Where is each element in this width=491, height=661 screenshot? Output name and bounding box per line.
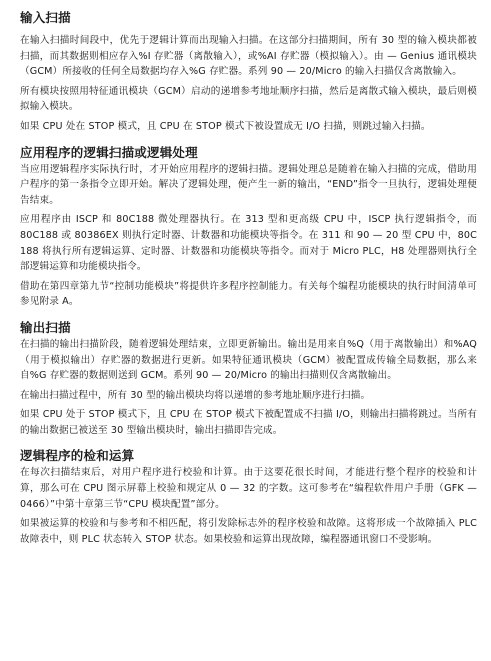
paragraph: 在每次扫描结束后，对用户程序进行校验和计算。由于这要花很长时间，才能进行整个程序的校验和计算，那么可在 CPU 图示屏幕上校验和规定从 0 — 32 的字数。这可参考在“编程软件用户手册（GFK — 0466）”中第十章第三节“CPU 模块配置”部分。 [20, 467, 477, 510]
section-title: 应用程序的逻辑扫描或逻辑处理 [20, 144, 198, 160]
paragraph: 如果 CPU 处于 STOP 模式下，且 CPU 在 STOP 模式下被配置成不扫描 I/O，则输出扫描将跳过。当所有的输出数据已被送至 30 型输出模块时，输出扫描即告完成。 [20, 409, 477, 436]
section-output-scan [20, 318, 477, 439]
section-title: 输入扫描 [20, 10, 71, 25]
paragraph: 当应用逻辑程序实际执行时，才开始应用程序的逻辑扫描。逻辑处理总是随着在输入扫描的完成，借助用户程序的第一条指令立即开始。解决了逻辑处理，便产生一新的输出，“END”指令一旦执行，逻辑处理便告结束。 [20, 163, 477, 206]
paragraph: 在扫描的输出扫描阶段，随着逻辑处理结束，立即更新输出。输出是用来自%Q（用于离散输出）和%AQ（用于模拟输出）存贮器的数据进行更新。如果特征通讯模块（GCM）被配置成传输全局数据，那么来自%G 存贮器的数据则送到 GCM。系列 90 — 20/Micro 的输出扫描则仅含离散输出。 [20, 338, 477, 382]
section-input-scan [20, 8, 477, 135]
paragraph: 在输出扫描过程中，所有 30 型的输出模块均将以递增的参考地址顺序进行扫描。 [20, 389, 371, 401]
paragraph: 所有模块按照用特征通讯模块（GCM）启动的递增参考地址顺序扫描，然后是离散式输入模块，最后则模拟输入模块。 [20, 85, 477, 113]
paragraph: 如果 CPU 处在 STOP 模式，且 CPU 在 STOP 模式下被设置成无 I/O 扫描，则跳过输入扫描。 [20, 120, 431, 132]
paragraph: 如果被运算的校验和与参考和不相匹配，将引发除标志外的程序校验和故障。这将形成一个故障插入 PLC 故障表中，则 PLC 状态转入 STOP 状态。如果校验和运算出现故障，编程器通讯窗口不受影响。 [20, 518, 477, 545]
section-title: 逻辑程序的检和运算 [20, 448, 135, 464]
section-logic-scan [20, 143, 477, 310]
paragraph: 在输入扫描时间段中，优先于逻辑计算而出现输入扫描。在这部分扫描期间，所有 30 型的输入模块都被扫描，而其数据则相应存入%I 存贮器（离散输入），或%AI 存贮器（模拟输入）。由 — Genius 通讯模块（GCM）所接收的任何全局数据均存入%G 存贮器。系列 90 — 20/Micro 的输入扫描仅含离散输入。 [20, 35, 477, 78]
paragraph: 应用程序由 ISCP 和 80C188 微处理器执行。在 313 型和更高级 CPU 中，ISCP 执行逻辑指令，而 80C188 或 80386EX 则执行定时器、计数器和功能模块等指令。在 311 和 90 — 20 型 CPU 中，80C 188 将执行所有逻辑运算、定时器、计数器和功能模块等指令。而对于 Micro PLC，H8 处理器则执行全部逻辑运算和功能模块指令。 [20, 214, 477, 273]
section-title: 输出扫描 [20, 319, 71, 335]
section-checksum [20, 446, 477, 547]
paragraph: 借助在第四章第九节“控制功能模块”将提供许多程序控制能力。有关每个编程功能模块的执行时间清单可参见附录 A。 [20, 280, 477, 308]
